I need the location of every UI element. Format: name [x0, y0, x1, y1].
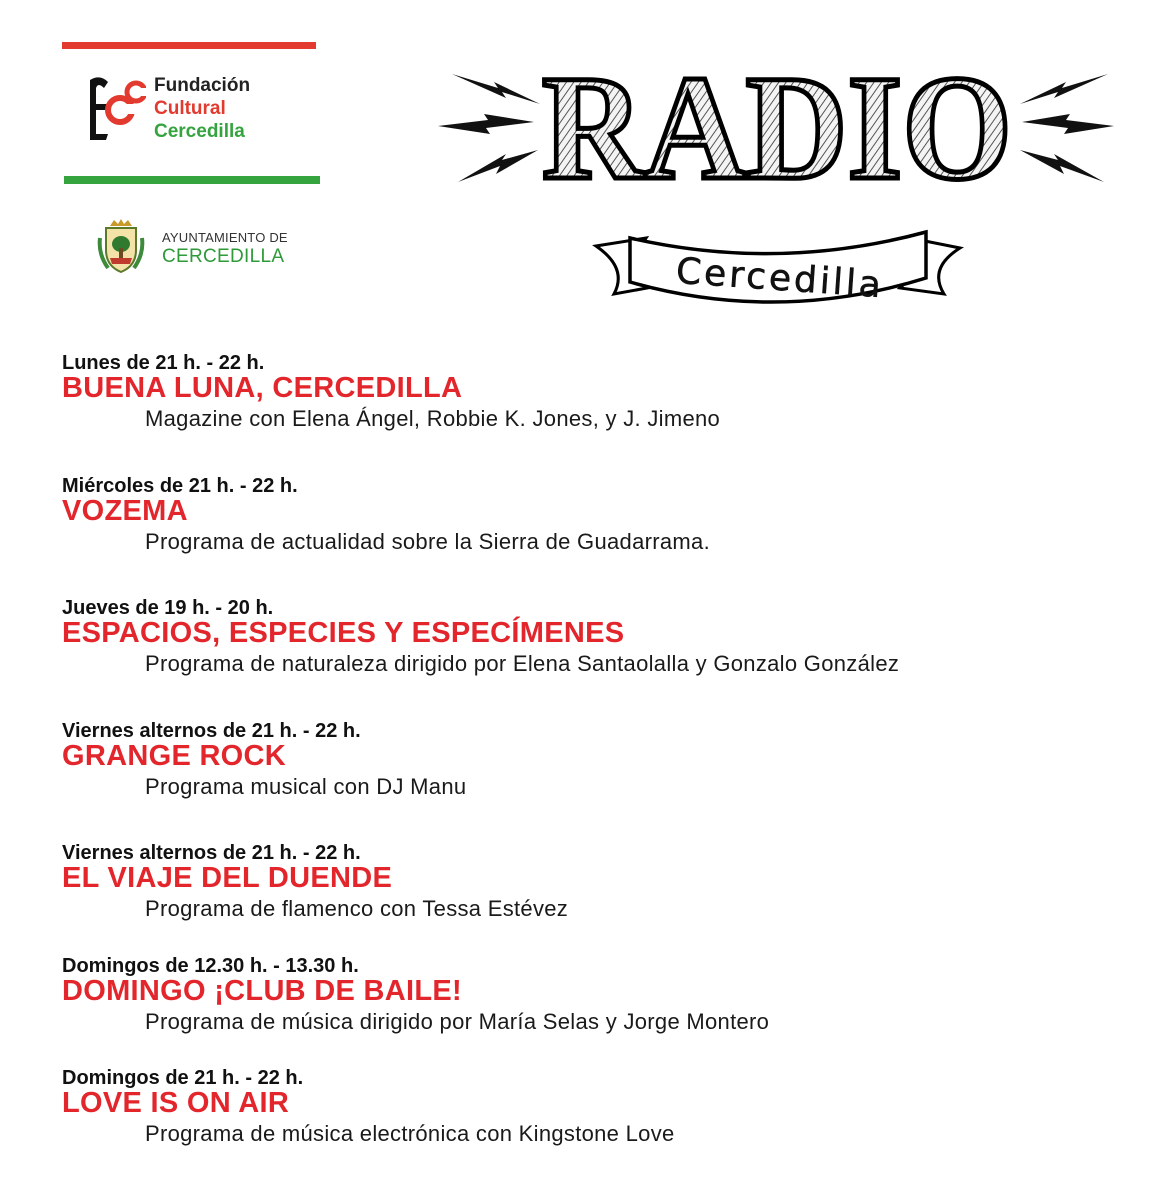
program-description: Programa de flamenco con Tessa Estévez: [145, 896, 569, 921]
program-description: Programa de música electrónica con Kingstone Love: [145, 1121, 675, 1146]
program-time: Lunes de 21 h. - 22 h.: [62, 352, 265, 374]
radio-word: RADIO: [542, 62, 1012, 194]
program-item: [62, 352, 720, 435]
program-title: DOMINGO ¡CLUB DE BAILE!: [62, 975, 462, 1007]
program-time: Viernes alternos de 21 h. - 22 h.: [62, 720, 361, 742]
cercedilla-banner: [588, 208, 968, 328]
ayuntamiento-logo: [96, 216, 326, 276]
logo-green-bar: [64, 176, 320, 184]
program-title: GRANGE ROCK: [62, 740, 287, 772]
program-time: Viernes alternos de 21 h. - 22 h.: [62, 842, 361, 864]
radio-wordmark: [536, 62, 1018, 194]
program-description: Programa musical con DJ Manu: [145, 774, 467, 799]
program-item: [62, 1067, 675, 1150]
program-time: Jueves de 19 h. - 20 h.: [62, 597, 274, 619]
fcc-monogram-icon: [86, 74, 146, 144]
program-item: [62, 597, 899, 680]
program-time: Domingos de 21 h. - 22 h.: [62, 1067, 304, 1089]
program-item: [62, 475, 710, 558]
program-item: [62, 955, 769, 1038]
lightning-bolt-icon: [1018, 70, 1110, 110]
program-description: Programa de música dirigido por María Selas y Jorge Montero: [145, 1009, 770, 1034]
program-title: BUENA LUNA, CERCEDILLA: [62, 372, 463, 404]
ayuntamiento-label: AYUNTAMIENTO DE: [162, 230, 288, 245]
lightning-bolt-icon: [1018, 146, 1106, 186]
program-time: Domingos de 12.30 h. - 13.30 h.: [62, 955, 359, 977]
program-item: [62, 842, 568, 925]
program-description: Programa de actualidad sobre la Sierra de Guadarrama.: [145, 529, 710, 554]
cultural-label: Cultural: [154, 98, 226, 119]
program-description: Programa de naturaleza dirigido por Elena Santaolalla y Gonzalo González: [145, 651, 900, 676]
lightning-bolt-icon: [1020, 112, 1116, 134]
ayuntamiento-name: CERCEDILLA: [162, 246, 285, 267]
fundacion-cultural-logo: [62, 40, 320, 190]
program-item: [62, 720, 466, 803]
cercedilla-label: Cercedilla: [154, 121, 245, 142]
fundacion-label: Fundación: [154, 75, 251, 96]
program-description: Magazine con Elena Ángel, Robbie K. Jones, y J. Jimeno: [145, 406, 721, 431]
radio-cercedilla-logo: [436, 62, 1116, 334]
coat-of-arms-icon: [96, 218, 146, 274]
program-title: VOZEMA: [62, 495, 188, 527]
banner-text: Cercedilla: [674, 250, 886, 307]
program-title: EL VIAJE DEL DUENDE: [62, 862, 393, 894]
lightning-bolt-icon: [456, 146, 540, 186]
program-time: Miércoles de 21 h. - 22 h.: [62, 475, 298, 497]
program-title: ESPACIOS, ESPECIES Y ESPECÍMENES: [62, 617, 625, 649]
program-title: LOVE IS ON AIR: [62, 1087, 290, 1119]
lightning-bolt-icon: [436, 112, 536, 134]
lightning-bolt-icon: [450, 70, 542, 110]
logo-red-bar: [62, 42, 316, 49]
